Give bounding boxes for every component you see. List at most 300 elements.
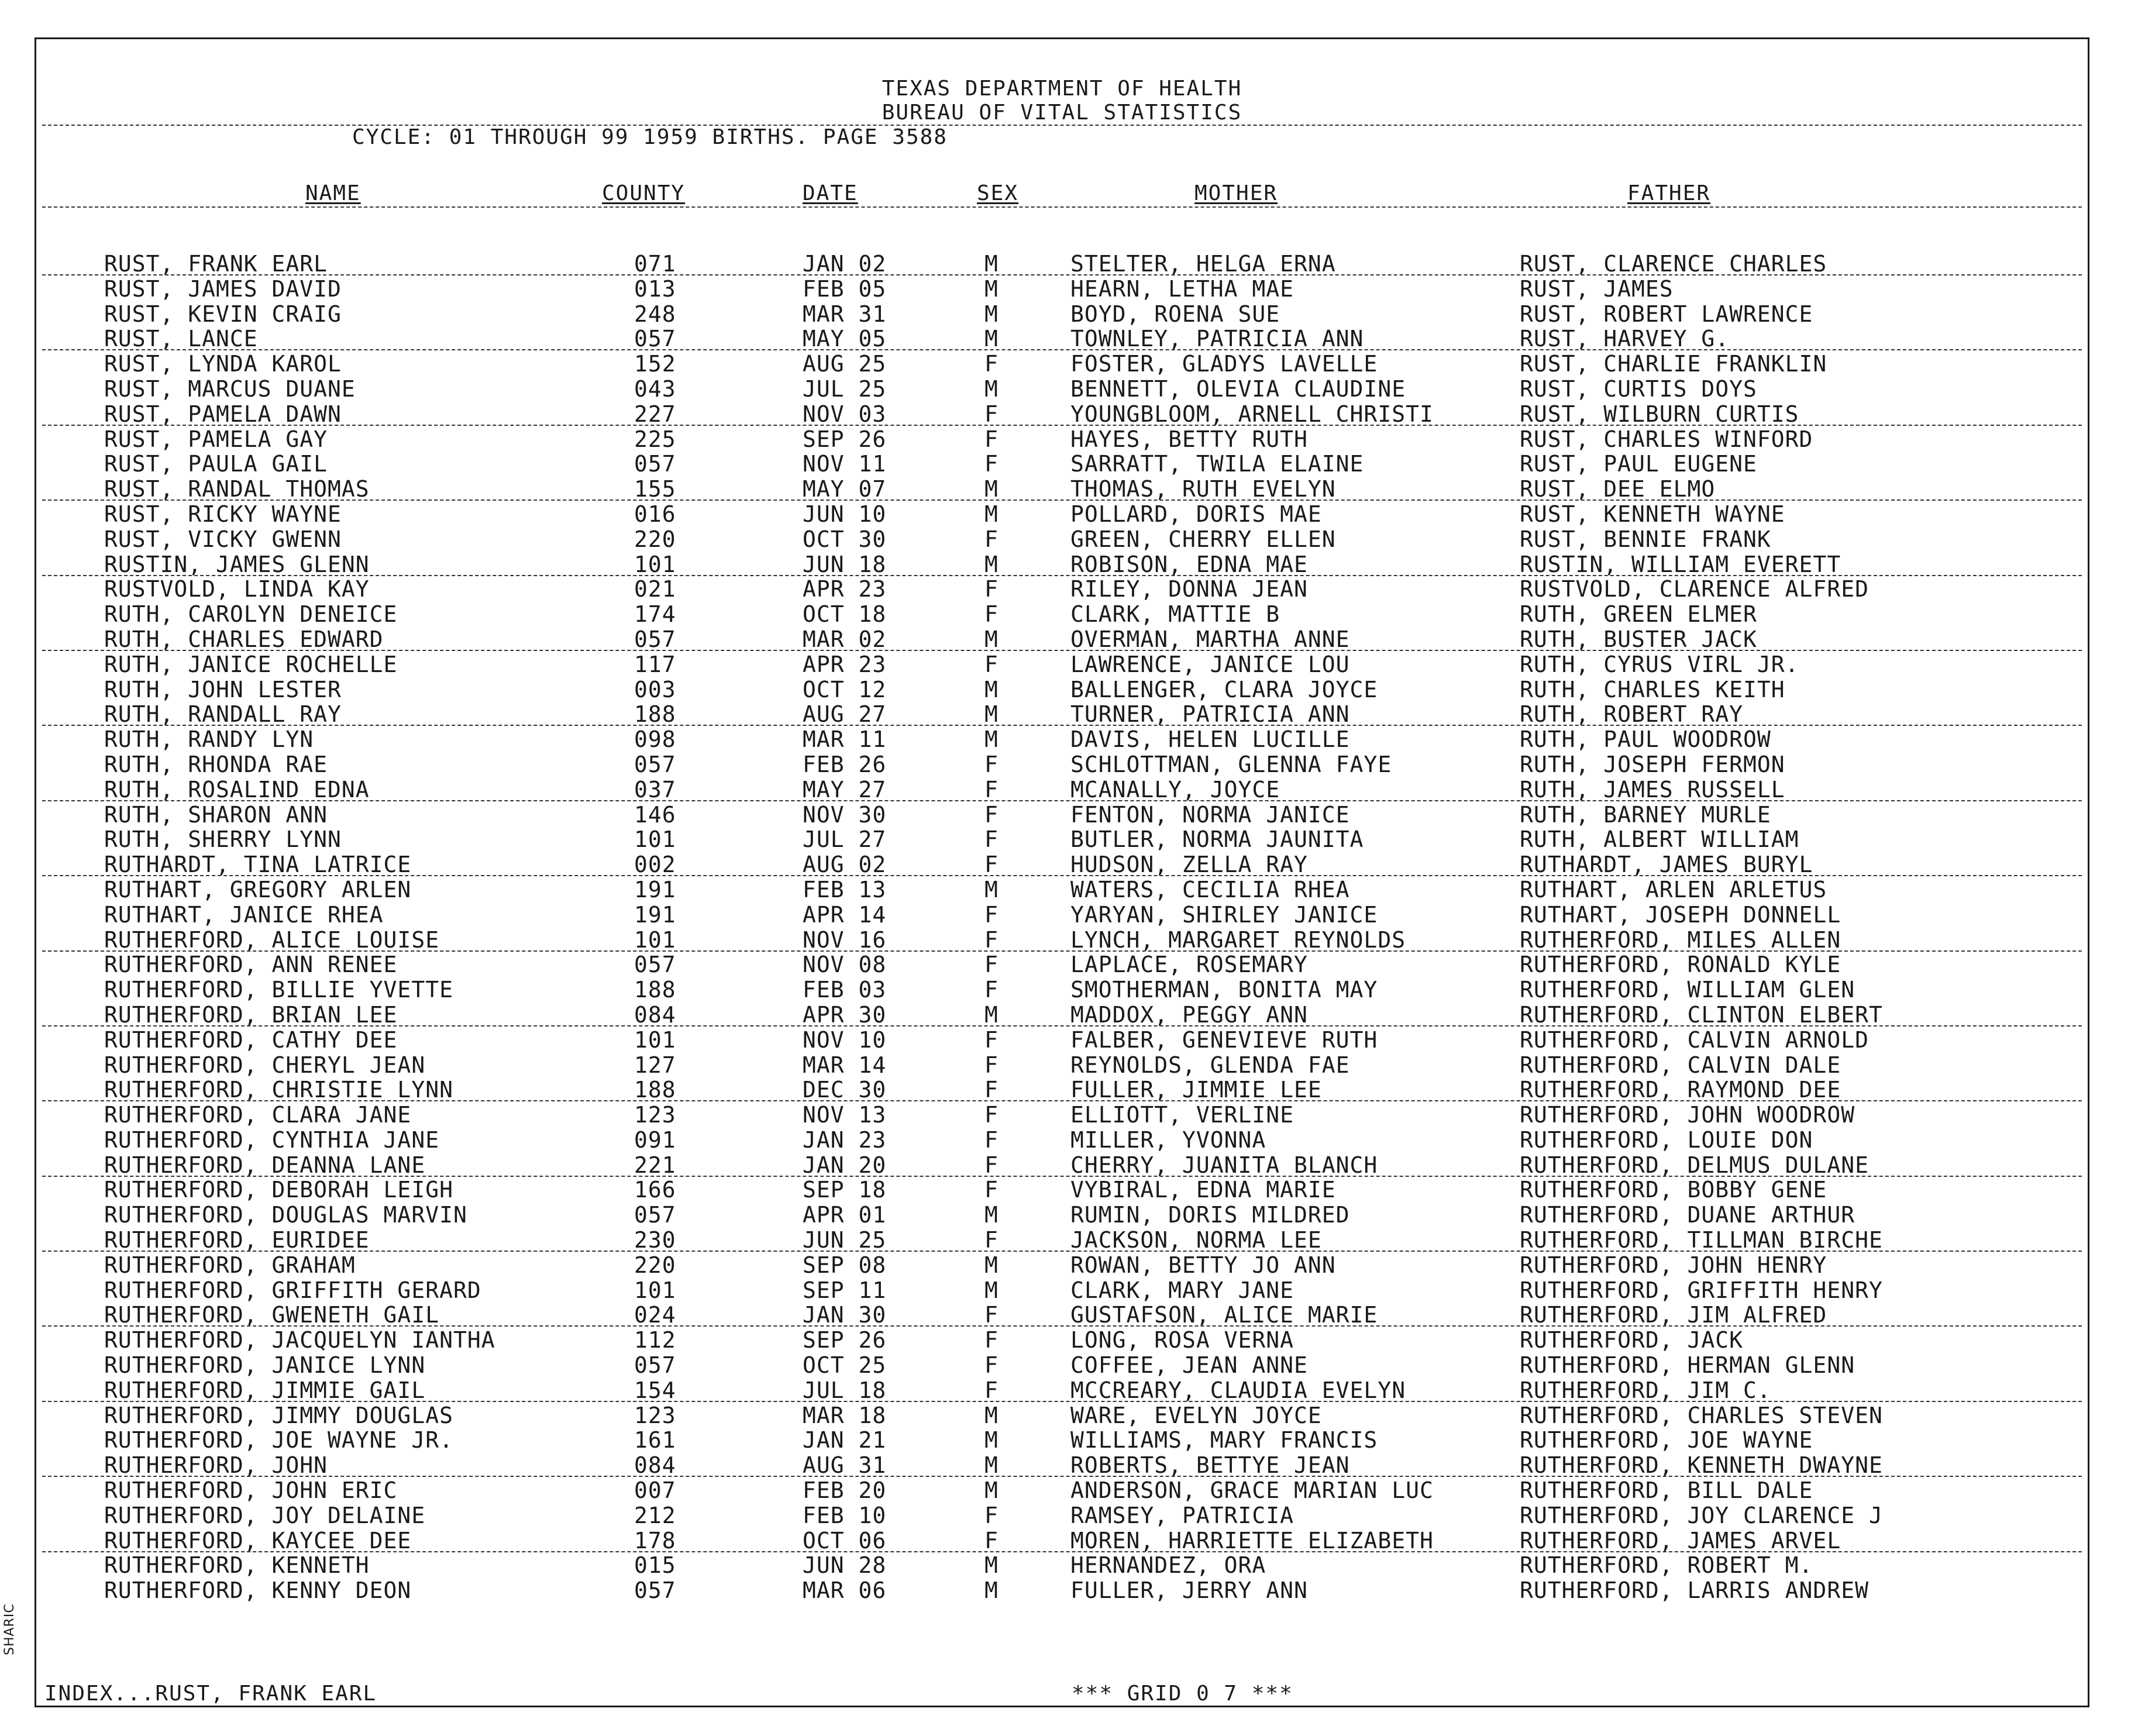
record-date: APR 14	[803, 901, 887, 928]
record-county: 123	[634, 1102, 676, 1128]
record-sex: M	[984, 326, 999, 352]
record-date: APR 30	[803, 1001, 887, 1028]
table-row	[36, 778, 2088, 803]
record-father: RUTHARDT, JAMES BURYL	[1520, 852, 1813, 878]
record-sex: F	[984, 1102, 999, 1128]
record-sex: M	[984, 376, 999, 402]
record-sex: F	[984, 601, 999, 628]
table-row	[36, 1504, 2088, 1529]
record-mother: WARE, EVELYN JOYCE	[1070, 1402, 1322, 1428]
record-mother: BENNETT, OLEVIA CLAUDINE	[1070, 376, 1406, 402]
table-row	[36, 1128, 2088, 1153]
record-mother: HERNANDEZ, ORA	[1070, 1552, 1266, 1579]
record-father: RUST, ROBERT LAWRENCE	[1520, 301, 1813, 327]
record-sex: F	[984, 1377, 999, 1403]
record-date: SEP 11	[803, 1277, 887, 1303]
record-sex: F	[984, 1227, 999, 1253]
record-county: 057	[634, 626, 676, 652]
record-sex: F	[984, 977, 999, 1003]
table-row	[36, 1228, 2088, 1253]
record-date: JAN 02	[803, 251, 887, 277]
table-row	[36, 1353, 2088, 1379]
table-row	[36, 678, 2088, 703]
table-row	[36, 953, 2088, 978]
record-date: FEB 20	[803, 1477, 887, 1504]
record-name: RUST, PAMELA DAWN	[104, 401, 342, 427]
record-name: RUST, JAMES DAVID	[104, 275, 342, 302]
record-date: JAN 20	[803, 1152, 887, 1178]
record-county: 013	[634, 275, 676, 302]
record-name: RUTHERFORD, GRIFFITH GERARD	[104, 1277, 481, 1303]
record-mother: MCCREARY, CLAUDIA EVELYN	[1070, 1377, 1406, 1403]
table-row	[36, 1253, 2088, 1279]
record-sex: M	[984, 275, 999, 302]
record-county: 101	[634, 1027, 676, 1053]
record-name: RUTHERFORD, JOHN ERIC	[104, 1477, 398, 1504]
index-footer: INDEX...RUST, FRANK EARL	[44, 1682, 377, 1706]
record-date: MAR 02	[803, 626, 887, 652]
record-county: 225	[634, 426, 676, 452]
column-header-mother: MOTHER	[1194, 181, 1278, 205]
record-sex: M	[984, 876, 999, 903]
table-row	[36, 1328, 2088, 1353]
record-sex: M	[984, 1001, 999, 1028]
record-mother: GUSTAFSON, ALICE MARIE	[1070, 1302, 1378, 1328]
table-row	[36, 878, 2088, 903]
record-father: RUST, CHARLES WINFORD	[1520, 426, 1813, 452]
record-county: 154	[634, 1377, 676, 1403]
record-father: RUTHERFORD, GRIFFITH HENRY	[1520, 1277, 1883, 1303]
record-county: 101	[634, 826, 676, 853]
record-mother: TOWNLEY, PATRICIA ANN	[1070, 326, 1364, 352]
table-row	[36, 1579, 2088, 1604]
grid-footer: *** GRID 0 7 ***	[1072, 1682, 1293, 1706]
record-date: SEP 08	[803, 1252, 887, 1278]
record-sex: M	[984, 726, 999, 753]
record-date: JUN 10	[803, 501, 887, 527]
record-mother: RILEY, DONNA JEAN	[1070, 576, 1308, 602]
record-name: RUTH, ROSALIND EDNA	[104, 776, 370, 802]
record-mother: BALLENGER, CLARA JOYCE	[1070, 676, 1378, 702]
record-name: RUST, PAULA GAIL	[104, 451, 328, 477]
record-date: NOV 08	[803, 952, 887, 978]
table-row	[36, 428, 2088, 453]
record-sex: F	[984, 1502, 999, 1528]
record-sex: M	[984, 701, 999, 728]
record-mother: WATERS, CECILIA RHEA	[1070, 876, 1350, 903]
record-name: RUTH, RHONDA RAE	[104, 751, 328, 777]
record-name: RUST, MARCUS DUANE	[104, 376, 356, 402]
record-sex: M	[984, 1477, 999, 1504]
record-name: RUTHERFORD, JANICE LYNN	[104, 1352, 426, 1379]
record-father: RUTHERFORD, DUANE ARTHUR	[1520, 1202, 1855, 1228]
record-sex: M	[984, 676, 999, 702]
table-row	[36, 1404, 2088, 1429]
table-row	[36, 1078, 2088, 1103]
record-sex: F	[984, 1052, 999, 1078]
record-mother: MILLER, YVONNA	[1070, 1127, 1266, 1153]
table-row	[36, 728, 2088, 753]
record-father: RUTHERFORD, LARRIS ANDREW	[1520, 1577, 1869, 1604]
record-sex: F	[984, 1302, 999, 1328]
record-county: 248	[634, 301, 676, 327]
record-name: RUTHERFORD, BILLIE YVETTE	[104, 977, 453, 1003]
column-header-sex: SEX	[977, 181, 1019, 205]
record-mother: LYNCH, MARGARET REYNOLDS	[1070, 926, 1406, 953]
record-sex: M	[984, 1252, 999, 1278]
record-date: MAR 14	[803, 1052, 887, 1078]
cycle-line: CYCLE: 01 THROUGH 99 1959 BIRTHS. PAGE 3588	[352, 125, 948, 149]
record-date: FEB 03	[803, 977, 887, 1003]
table-row	[36, 402, 2088, 428]
record-mother: ROBERTS, BETTYE JEAN	[1070, 1452, 1350, 1479]
record-mother: CLARK, MARY JANE	[1070, 1277, 1294, 1303]
table-row	[36, 302, 2088, 328]
record-county: 057	[634, 1202, 676, 1228]
record-date: JUN 28	[803, 1552, 887, 1579]
record-date: FEB 10	[803, 1502, 887, 1528]
record-mother: FULLER, JERRY ANN	[1070, 1577, 1308, 1604]
record-father: RUSTIN, WILLIAM EVERETT	[1520, 551, 1841, 577]
record-father: RUST, WILBURN CURTIS	[1520, 401, 1799, 427]
record-date: SEP 26	[803, 426, 887, 452]
record-date: OCT 18	[803, 601, 887, 628]
record-county: 007	[634, 1477, 676, 1504]
column-header-county: COUNTY	[602, 181, 686, 205]
record-county: 057	[634, 1577, 676, 1604]
record-name: RUTH, JANICE ROCHELLE	[104, 651, 398, 677]
record-name: RUTHERFORD, JACQUELYN IANTHA	[104, 1327, 495, 1353]
record-county: 230	[634, 1227, 676, 1253]
record-sex: M	[984, 1202, 999, 1228]
record-sex: F	[984, 651, 999, 677]
record-sex: F	[984, 576, 999, 602]
record-name: RUTHERFORD, JOE WAYNE JR.	[104, 1427, 453, 1453]
table-row	[36, 1279, 2088, 1304]
record-name: RUST, PAMELA GAY	[104, 426, 328, 452]
record-county: 191	[634, 876, 676, 903]
record-name: RUSTIN, JAMES GLENN	[104, 551, 370, 577]
record-mother: LONG, ROSA VERNA	[1070, 1327, 1294, 1353]
record-name: RUST, VICKY GWENN	[104, 526, 342, 552]
record-name: RUTHERFORD, GRAHAM	[104, 1252, 356, 1278]
record-date: NOV 03	[803, 401, 887, 427]
record-county: 178	[634, 1527, 676, 1554]
record-county: 191	[634, 901, 676, 928]
record-mother: FALBER, GENEVIEVE RUTH	[1070, 1027, 1378, 1053]
record-father: RUTHERFORD, JOHN HENRY	[1520, 1252, 1827, 1278]
record-sex: F	[984, 451, 999, 477]
record-name: RUST, LANCE	[104, 326, 258, 352]
record-mother: ELLIOTT, VERLINE	[1070, 1102, 1294, 1128]
record-father: RUTHERFORD, BILL DALE	[1520, 1477, 1813, 1504]
margin-note: SHARIC	[2, 1603, 17, 1655]
column-header-rule	[42, 206, 2082, 208]
record-sex: F	[984, 1027, 999, 1053]
record-mother: ANDERSON, GRACE MARIAN LUC	[1070, 1477, 1434, 1504]
table-row	[36, 502, 2088, 528]
record-father: RUST, DEE ELMO	[1520, 476, 1716, 502]
table-row	[36, 277, 2088, 302]
page-frame	[35, 37, 2089, 1707]
record-county: 003	[634, 676, 676, 702]
table-row	[36, 853, 2088, 878]
record-mother: GREEN, CHERRY ELLEN	[1070, 526, 1336, 552]
record-county: 057	[634, 326, 676, 352]
record-father: RUST, BENNIE FRANK	[1520, 526, 1771, 552]
record-mother: BOYD, ROENA SUE	[1070, 301, 1280, 327]
record-father: RUST, CLARENCE CHARLES	[1520, 251, 1827, 277]
record-father: RUTHERFORD, JAMES ARVEL	[1520, 1527, 1841, 1554]
record-name: RUTHERFORD, CHERYL JEAN	[104, 1052, 426, 1078]
record-county: 015	[634, 1552, 676, 1579]
record-sex: M	[984, 1427, 999, 1453]
record-mother: MOREN, HARRIETTE ELIZABETH	[1070, 1527, 1434, 1554]
record-mother: STELTER, HELGA ERNA	[1070, 251, 1336, 277]
record-name: RUTHART, GREGORY ARLEN	[104, 876, 412, 903]
record-sex: M	[984, 1277, 999, 1303]
record-mother: YOUNGBLOOM, ARNELL CHRISTI	[1070, 401, 1434, 427]
record-father: RUSTVOLD, CLARENCE ALFRED	[1520, 576, 1869, 602]
record-mother: HEARN, LETHA MAE	[1070, 275, 1294, 302]
record-sex: F	[984, 776, 999, 802]
record-county: 152	[634, 351, 676, 377]
record-name: RUTHERFORD, KAYCEE DEE	[104, 1527, 412, 1554]
table-row	[36, 1453, 2088, 1479]
record-date: APR 23	[803, 651, 887, 677]
table-row	[36, 753, 2088, 778]
table-row	[36, 252, 2088, 277]
record-name: RUTHERFORD, DOUGLAS MARVIN	[104, 1202, 467, 1228]
record-county: 174	[634, 601, 676, 628]
record-mother: HAYES, BETTY RUTH	[1070, 426, 1308, 452]
record-county: 091	[634, 1127, 676, 1153]
table-row	[36, 702, 2088, 728]
agency-title: TEXAS DEPARTMENT OF HEALTH	[882, 77, 1242, 101]
record-county: 155	[634, 476, 676, 502]
record-father: RUTHERFORD, MILES ALLEN	[1520, 926, 1841, 953]
record-county: 024	[634, 1302, 676, 1328]
record-date: JUN 25	[803, 1227, 887, 1253]
record-mother: WILLIAMS, MARY FRANCIS	[1070, 1427, 1378, 1453]
record-father: RUTHERFORD, JOE WAYNE	[1520, 1427, 1813, 1453]
record-sex: M	[984, 626, 999, 652]
record-father: RUTH, BUSTER JACK	[1520, 626, 1757, 652]
record-father: RUST, HARVEY G.	[1520, 326, 1730, 352]
record-mother: YARYAN, SHIRLEY JANICE	[1070, 901, 1378, 928]
record-mother: FENTON, NORMA JANICE	[1070, 801, 1350, 828]
record-county: 166	[634, 1177, 676, 1203]
record-mother: VYBIRAL, EDNA MARIE	[1070, 1177, 1336, 1203]
record-county: 123	[634, 1402, 676, 1428]
record-county: 101	[634, 926, 676, 953]
record-sex: M	[984, 1577, 999, 1604]
record-sex: F	[984, 1152, 999, 1178]
record-sex: F	[984, 1077, 999, 1103]
record-father: RUTHERFORD, ROBERT M.	[1520, 1552, 1813, 1579]
record-mother: DAVIS, HELEN LUCILLE	[1070, 726, 1350, 753]
record-father: RUTH, BARNEY MURLE	[1520, 801, 1771, 828]
table-row	[36, 928, 2088, 953]
record-date: OCT 06	[803, 1527, 887, 1554]
record-date: SEP 18	[803, 1177, 887, 1203]
record-date: NOV 11	[803, 451, 887, 477]
record-date: FEB 13	[803, 876, 887, 903]
record-sex: F	[984, 926, 999, 953]
record-county: 227	[634, 401, 676, 427]
record-name: RUTH, RANDALL RAY	[104, 701, 342, 728]
record-sex: F	[984, 1352, 999, 1379]
record-county: 057	[634, 451, 676, 477]
record-mother: TURNER, PATRICIA ANN	[1070, 701, 1350, 728]
record-mother: BUTLER, NORMA JAUNITA	[1070, 826, 1364, 853]
record-county: 071	[634, 251, 676, 277]
table-row	[36, 602, 2088, 628]
record-name: RUTH, CHARLES EDWARD	[104, 626, 384, 652]
record-date: MAR 18	[803, 1402, 887, 1428]
record-father: RUTHERFORD, CALVIN ARNOLD	[1520, 1027, 1869, 1053]
table-row	[36, 1554, 2088, 1579]
record-name: RUTH, JOHN LESTER	[104, 676, 342, 702]
record-mother: SARRATT, TWILA ELAINE	[1070, 451, 1364, 477]
record-name: RUTHERFORD, CYNTHIA JANE	[104, 1127, 440, 1153]
record-father: RUST, CHARLIE FRANKLIN	[1520, 351, 1827, 377]
record-sex: F	[984, 526, 999, 552]
record-name: RUTHERFORD, BRIAN LEE	[104, 1001, 398, 1028]
record-county: 084	[634, 1001, 676, 1028]
record-date: OCT 30	[803, 526, 887, 552]
record-name: RUTH, SHARON ANN	[104, 801, 328, 828]
record-father: RUST, PAUL EUGENE	[1520, 451, 1757, 477]
record-county: 212	[634, 1502, 676, 1528]
record-name: RUST, RANDAL THOMAS	[104, 476, 370, 502]
record-father: RUST, CURTIS DOYS	[1520, 376, 1757, 402]
record-name: RUTHERFORD, EURIDEE	[104, 1227, 370, 1253]
record-sex: F	[984, 1177, 999, 1203]
record-mother: POLLARD, DORIS MAE	[1070, 501, 1322, 527]
record-name: RUTHERFORD, CLARA JANE	[104, 1102, 412, 1128]
record-county: 021	[634, 576, 676, 602]
record-date: JUL 27	[803, 826, 887, 853]
column-header-name: NAME	[305, 181, 361, 205]
table-row	[36, 653, 2088, 678]
record-date: JUL 25	[803, 376, 887, 402]
bureau-title: BUREAU OF VITAL STATISTICS	[882, 101, 1242, 125]
record-sex: F	[984, 826, 999, 853]
record-mother: FULLER, JIMMIE LEE	[1070, 1077, 1322, 1103]
table-row	[36, 327, 2088, 352]
record-father: RUTH, ALBERT WILLIAM	[1520, 826, 1799, 853]
table-row	[36, 452, 2088, 477]
record-name: RUTHARDT, TINA LATRICE	[104, 852, 412, 878]
table-row	[36, 803, 2088, 828]
record-date: NOV 30	[803, 801, 887, 828]
record-sex: M	[984, 301, 999, 327]
record-sex: M	[984, 551, 999, 577]
record-father: RUTHERFORD, JIM C.	[1520, 1377, 1771, 1403]
record-date: MAR 11	[803, 726, 887, 753]
record-date: JUN 18	[803, 551, 887, 577]
record-sex: M	[984, 251, 999, 277]
record-mother: LAPLACE, ROSEMARY	[1070, 952, 1308, 978]
record-sex: M	[984, 501, 999, 527]
table-row	[36, 1379, 2088, 1404]
header-rule	[42, 125, 2082, 126]
table-row	[36, 1153, 2088, 1179]
record-sex: F	[984, 901, 999, 928]
record-father: RUTHART, JOSEPH DONNELL	[1520, 901, 1841, 928]
record-date: FEB 05	[803, 275, 887, 302]
record-date: AUG 25	[803, 351, 887, 377]
record-name: RUST, RICKY WAYNE	[104, 501, 342, 527]
record-father: RUTHERFORD, CALVIN DALE	[1520, 1052, 1841, 1078]
record-sex: F	[984, 426, 999, 452]
record-mother: ROBISON, EDNA MAE	[1070, 551, 1308, 577]
table-row	[36, 903, 2088, 928]
record-date: NOV 13	[803, 1102, 887, 1128]
record-county: 002	[634, 852, 676, 878]
record-father: RUTH, PAUL WOODROW	[1520, 726, 1771, 753]
record-county: 057	[634, 1352, 676, 1379]
record-father: RUTHERFORD, CLINTON ELBERT	[1520, 1001, 1883, 1028]
record-county: 220	[634, 526, 676, 552]
record-county: 057	[634, 751, 676, 777]
table-row	[36, 477, 2088, 502]
record-date: JAN 21	[803, 1427, 887, 1453]
record-date: NOV 10	[803, 1027, 887, 1053]
record-date: MAY 05	[803, 326, 887, 352]
record-name: RUTHERFORD, JOY DELAINE	[104, 1502, 426, 1528]
record-county: 037	[634, 776, 676, 802]
record-name: RUTHERFORD, DEANNA LANE	[104, 1152, 426, 1178]
record-county: 016	[634, 501, 676, 527]
record-name: RUTHERFORD, JOHN	[104, 1452, 328, 1479]
record-mother: COFFEE, JEAN ANNE	[1070, 1352, 1308, 1379]
record-sex: F	[984, 401, 999, 427]
record-date: SEP 26	[803, 1327, 887, 1353]
record-name: RUTHERFORD, ALICE LOUISE	[104, 926, 440, 953]
record-mother: SMOTHERMAN, BONITA MAY	[1070, 977, 1378, 1003]
record-date: FEB 26	[803, 751, 887, 777]
record-father: RUTHERFORD, HERMAN GLENN	[1520, 1352, 1855, 1379]
column-header-father: FATHER	[1627, 181, 1711, 205]
record-date: MAY 27	[803, 776, 887, 802]
record-date: JUL 18	[803, 1377, 887, 1403]
table-row	[36, 628, 2088, 653]
record-father: RUTHERFORD, KENNETH DWAYNE	[1520, 1452, 1883, 1479]
record-mother: RUMIN, DORIS MILDRED	[1070, 1202, 1350, 1228]
record-date: AUG 31	[803, 1452, 887, 1479]
record-sex: F	[984, 952, 999, 978]
record-county: 084	[634, 1452, 676, 1479]
record-sex: M	[984, 1552, 999, 1579]
record-county: 112	[634, 1327, 676, 1353]
record-sex: M	[984, 1452, 999, 1479]
record-father: RUST, KENNETH WAYNE	[1520, 501, 1785, 527]
record-father: RUTHERFORD, BOBBY GENE	[1520, 1177, 1827, 1203]
record-name: RUTHERFORD, CHRISTIE LYNN	[104, 1077, 453, 1103]
record-county: 057	[634, 952, 676, 978]
table-row	[36, 1053, 2088, 1079]
table-row	[36, 1003, 2088, 1028]
record-date: NOV 16	[803, 926, 887, 953]
table-row	[36, 352, 2088, 377]
record-county: 220	[634, 1252, 676, 1278]
record-father: RUTH, CYRUS VIRL JR.	[1520, 651, 1799, 677]
record-county: 117	[634, 651, 676, 677]
table-row	[36, 528, 2088, 553]
record-sex: F	[984, 1127, 999, 1153]
